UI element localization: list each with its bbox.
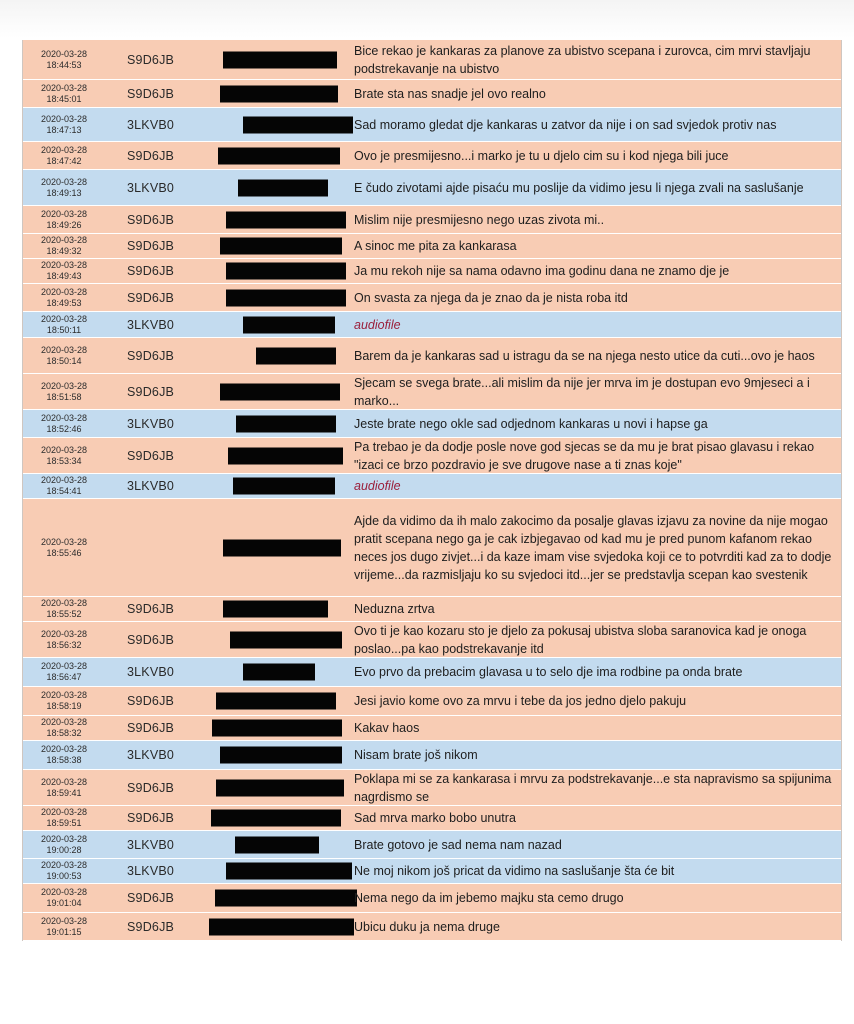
timestamp: [23, 114, 105, 136]
table-row: [23, 884, 841, 913]
timestamp: [23, 287, 105, 309]
timestamp-time: 18:52:46: [46, 423, 82, 434]
timestamp-time: 18:47:42: [46, 155, 82, 166]
table-row: [23, 259, 841, 284]
redaction-bar: [220, 238, 342, 255]
message-text: Bice rekao je kankaras za planove za ubistvo scepana i zurovca, cim mrvi stavljaju podstrekavanje na ubistvo: [354, 43, 811, 76]
redaction-bar: [211, 810, 341, 827]
redaction-bar: [209, 918, 354, 935]
message-text: Ne moj nikom još pricat da vidimo na saslušanje šta će bit: [354, 864, 675, 878]
timestamp: [23, 475, 105, 497]
timestamp-date: 2020-03-28: [40, 690, 88, 700]
timestamp-time: 18:50:11: [46, 324, 82, 335]
timestamp-date: 2020-03-28: [40, 628, 88, 639]
timestamp: [23, 209, 105, 231]
table-row: [23, 170, 841, 206]
audio-attachment: audiofile: [354, 479, 401, 493]
user-id: S9D6JB: [127, 52, 175, 67]
timestamp: [23, 887, 105, 909]
audio-attachment: audiofile: [354, 317, 401, 332]
timestamp-date: 2020-03-28: [40, 776, 88, 787]
table-row: [23, 806, 841, 831]
user-id: S9D6JB: [127, 212, 175, 227]
timestamp: [23, 314, 105, 336]
message-text: Sad mrva marko bobo unutra: [354, 811, 516, 825]
timestamp-time: 18:49:43: [46, 271, 82, 281]
message-text: Ovo ti je kao kozaru sto je djelo za pokusaj ubistva sloba saranovica kad je onoga poslao...pa kao podstrekavanje itd: [354, 623, 807, 656]
redaction-bar: [226, 211, 346, 228]
timestamp-date: 2020-03-28: [40, 48, 88, 59]
timestamp-time: 18:44:53: [46, 59, 82, 70]
timestamp-date: 2020-03-28: [40, 260, 88, 270]
table-row: [23, 831, 841, 859]
timestamp: [23, 145, 105, 167]
timestamp-date: 2020-03-28: [40, 380, 88, 391]
timestamp-time: 18:56:32: [46, 639, 82, 650]
redaction-bar: [218, 147, 340, 164]
timestamp-date: 2020-03-28: [40, 313, 88, 324]
timestamp: [23, 260, 105, 282]
timestamp-date: 2020-03-28: [40, 144, 88, 155]
message-text: Pa trebao je da dodje posle nove god sjecas se da mu je brat pisao glavasu i rekao "izaci ce brzo pozdravio je sve drugove nase a ti znas koje": [354, 439, 815, 472]
timestamp-date: 2020-03-28: [40, 860, 88, 870]
redaction-bar: [212, 720, 342, 737]
user-id: S9D6JB: [127, 86, 175, 101]
message-text: Neduzna zrtva: [354, 602, 435, 616]
message-text: Mislim nije presmijesno nego uzas zivota mi..: [354, 212, 605, 227]
timestamp-date: 2020-03-28: [40, 536, 88, 547]
message-text: Jesi javio kome ovo za mrvu i tebe da jos jedno djelo pakuju: [354, 694, 687, 708]
redaction-bar: [256, 347, 336, 364]
redaction-bar: [215, 890, 357, 907]
scan-top-margin: [0, 0, 854, 38]
redaction-bar: [230, 631, 342, 648]
message-text: Ja mu rekoh nije sa nama odavno ima godinu dana ne znamo dje je: [354, 264, 730, 278]
redaction-bar: [236, 415, 336, 432]
timestamp-time: 18:49:13: [46, 187, 82, 198]
table-row: [23, 438, 841, 474]
redaction-bar: [220, 85, 338, 102]
timestamp: [23, 777, 105, 799]
timestamp-time: 18:55:46: [46, 547, 82, 558]
table-row: [23, 410, 841, 438]
table-row: [23, 108, 841, 142]
redaction-bar: [226, 289, 346, 306]
timestamp-date: 2020-03-28: [40, 176, 88, 187]
timestamp-time: 18:54:41: [46, 486, 82, 496]
redaction-bar: [243, 664, 315, 681]
table-row: [23, 622, 841, 658]
timestamp-date: 2020-03-28: [40, 235, 88, 245]
redaction-bar: [216, 693, 336, 710]
timestamp-date: 2020-03-28: [40, 286, 88, 297]
redaction-bar: [223, 539, 341, 556]
table-row: [23, 770, 841, 806]
timestamp-time: 18:49:53: [46, 297, 82, 308]
user-id: S9D6JB: [127, 602, 175, 616]
redaction-bar: [216, 779, 344, 796]
user-id: 3LKVB0: [127, 317, 175, 332]
table-row: [23, 859, 841, 884]
user-id: 3LKVB0: [127, 864, 175, 878]
timestamp: [23, 49, 105, 71]
timestamp: [23, 235, 105, 257]
user-id: S9D6JB: [127, 148, 175, 163]
message-text: Brate sta nas snadje jel ovo realno: [354, 86, 546, 101]
timestamp: [23, 834, 105, 856]
timestamp: [23, 807, 105, 829]
timestamp: [23, 381, 105, 403]
table-row: [23, 716, 841, 741]
timestamp-date: 2020-03-28: [40, 82, 88, 93]
table-row: [23, 499, 841, 597]
timestamp-date: 2020-03-28: [40, 412, 88, 423]
timestamp: [23, 661, 105, 683]
redaction-bar: [238, 179, 328, 196]
message-text: Kakav haos: [354, 721, 420, 735]
timestamp: [23, 598, 105, 620]
timestamp-time: 18:58:32: [46, 728, 82, 738]
timestamp: [23, 177, 105, 199]
table-row: [23, 597, 841, 622]
table-row: [23, 338, 841, 374]
user-id: S9D6JB: [127, 811, 175, 825]
timestamp-time: 19:01:04: [46, 898, 82, 908]
timestamp-date: 2020-03-28: [40, 344, 88, 355]
timestamp-date: 2020-03-28: [40, 744, 88, 754]
redaction-bar: [243, 316, 335, 333]
timestamp: [23, 83, 105, 105]
timestamp: [23, 445, 105, 467]
redaction-bar: [228, 447, 343, 464]
timestamp-time: 18:47:13: [46, 124, 82, 135]
message-text: Jeste brate nego okle sad odjednom kankaras u novi i hapse ga: [354, 416, 708, 431]
timestamp-time: 18:53:34: [46, 455, 82, 466]
user-id: S9D6JB: [127, 290, 175, 305]
timestamp-time: 18:51:58: [46, 391, 82, 402]
table-row: [23, 284, 841, 312]
table-row: [23, 474, 841, 499]
timestamp-date: 2020-03-28: [40, 208, 88, 219]
timestamp: [23, 537, 105, 559]
user-id: S9D6JB: [127, 384, 175, 399]
user-id: S9D6JB: [127, 694, 175, 708]
timestamp-date: 2020-03-28: [40, 444, 88, 455]
table-row: [23, 741, 841, 770]
timestamp-time: 18:45:01: [46, 93, 82, 104]
table-row: [23, 142, 841, 170]
redaction-bar: [226, 263, 346, 280]
timestamp-date: 2020-03-28: [40, 887, 88, 897]
user-id: S9D6JB: [127, 239, 175, 253]
message-text: Ubicu duku ja nema druge: [354, 919, 500, 934]
message-text: Nema nego da im jebemo majku sta cemo drugo: [354, 891, 624, 905]
user-id: 3LKVB0: [127, 117, 175, 132]
user-id: 3LKVB0: [127, 180, 175, 195]
timestamp: [23, 860, 105, 882]
redaction-bar: [235, 836, 319, 853]
redaction-bar: [220, 383, 340, 400]
user-id: S9D6JB: [127, 448, 175, 463]
redaction-bar: [226, 863, 352, 880]
timestamp-time: 18:56:47: [46, 672, 82, 682]
message-text: Sjecam se svega brate...ali mislim da nije jer mrva im je dostupan evo 9mjeseci a i marko...: [354, 375, 810, 408]
table-row: [23, 658, 841, 687]
timestamp-date: 2020-03-28: [40, 661, 88, 671]
user-id: 3LKVB0: [127, 837, 175, 852]
timestamp: [23, 916, 105, 938]
timestamp-date: 2020-03-28: [40, 915, 88, 926]
timestamp-date: 2020-03-28: [40, 717, 88, 727]
timestamp-time: 18:50:14: [46, 355, 82, 366]
table-row: [23, 687, 841, 716]
table-row: [23, 40, 841, 80]
timestamp-date: 2020-03-28: [40, 113, 88, 124]
timestamp-time: 18:58:38: [46, 755, 82, 765]
timestamp-date: 2020-03-28: [40, 475, 88, 485]
table-row: [23, 80, 841, 108]
message-text: Ovo je presmijesno...i marko je tu u djelo cim su i kod njega bili juce: [354, 148, 729, 163]
redaction-bar: [223, 51, 337, 68]
timestamp: [23, 629, 105, 651]
message-text: Ajde da vidimo da ih malo zakocimo da posalje glavas izjavu za novine da nije mogao pratit scepana nego ga je cak izbjegavao od kad mu je pred punom kafanom rekao neces jos dugo zivjet...i da kaze imam vise svjedoka koji ce to potvrditi kad za to dodje vrijeme...da razmisljaju ko su svjedoci itd...jer se predstavlja scepan kao svestenik: [354, 513, 832, 582]
table-row: [23, 913, 841, 941]
timestamp-time: 18:59:41: [46, 787, 82, 798]
message-text: Evo prvo da prebacim glavasa u to selo dje ima rodbine pa onda brate: [354, 665, 743, 679]
table-row: [23, 206, 841, 234]
redaction-bar: [243, 116, 353, 133]
user-id: S9D6JB: [127, 780, 175, 795]
message-text: Poklapa mi se za kankarasa i mrvu za podstrekavanje...e sta napravismo sa spijunima nagrdismo se: [354, 771, 832, 804]
message-text: E čudo zivotami ajde pisaću mu poslije da vidimo jesu li njega zvali na saslušanje: [354, 180, 804, 195]
message-text: Sad moramo gledat dje kankaras u zatvor da nije i on sad svjedok protiv nas: [354, 117, 777, 132]
user-id: S9D6JB: [127, 348, 175, 363]
message-text: On svasta za njega da je znao da je nista roba itd: [354, 290, 628, 305]
message-log-table: [22, 40, 842, 941]
redaction-bar: [233, 478, 335, 495]
timestamp-date: 2020-03-28: [40, 807, 88, 817]
timestamp-time: 18:49:32: [46, 246, 82, 256]
timestamp-time: 18:59:51: [46, 818, 82, 828]
table-row: [23, 312, 841, 338]
user-id: S9D6JB: [127, 632, 175, 647]
redaction-bar: [220, 747, 342, 764]
timestamp-time: 19:01:15: [46, 926, 82, 937]
timestamp-date: 2020-03-28: [40, 833, 88, 844]
user-id: 3LKVB0: [127, 479, 175, 493]
table-row: [23, 234, 841, 259]
message-text: A sinoc me pita za kankarasa: [354, 239, 517, 253]
timestamp-time: 19:00:53: [46, 871, 82, 881]
timestamp-time: 18:49:26: [46, 219, 82, 230]
timestamp: [23, 413, 105, 435]
timestamp-time: 18:55:52: [46, 609, 82, 619]
user-id: 3LKVB0: [127, 665, 175, 679]
timestamp: [23, 717, 105, 739]
timestamp: [23, 690, 105, 712]
message-text: Barem da je kankaras sad u istragu da se na njega nesto utice da cuti...ovo je haos: [354, 348, 815, 363]
timestamp-time: 19:00:28: [46, 844, 82, 855]
timestamp: [23, 744, 105, 766]
table-row: [23, 374, 841, 410]
user-id: S9D6JB: [127, 891, 175, 905]
user-id: S9D6JB: [127, 264, 175, 278]
message-text: Brate gotovo je sad nema nam nazad: [354, 837, 562, 852]
timestamp-date: 2020-03-28: [40, 598, 88, 608]
timestamp-time: 18:58:19: [46, 701, 82, 711]
user-id: 3LKVB0: [127, 416, 175, 431]
user-id: S9D6JB: [127, 919, 175, 934]
redaction-bar: [223, 601, 328, 618]
timestamp: [23, 345, 105, 367]
user-id: S9D6JB: [127, 721, 175, 735]
message-text: Nisam brate još nikom: [354, 748, 478, 762]
user-id: 3LKVB0: [127, 748, 175, 762]
